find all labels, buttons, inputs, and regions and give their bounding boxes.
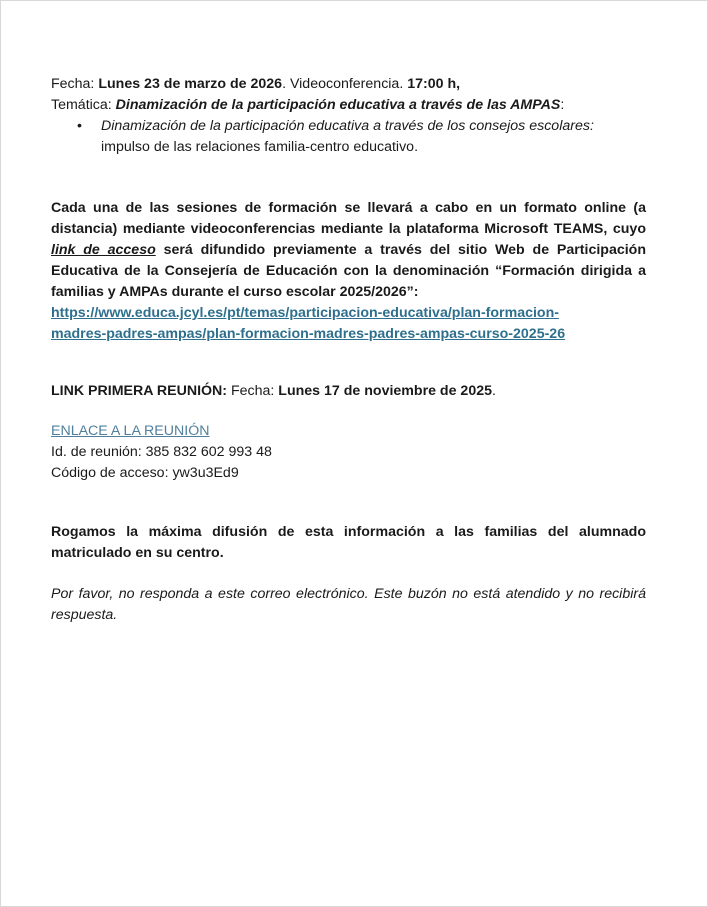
date-label: Fecha: (51, 76, 99, 92)
info-text-1: Cada una de las sesiones de formación se llevará a cabo en un formato online (a distancia) mediante videoconferencias mediante la plataforma Microsoft TEAMS, cuyo (51, 200, 646, 237)
bullet-line-1: Dinamización de la participación educativa a través de los consejos escolares: (101, 118, 594, 134)
topic-bullet-item (77, 116, 646, 158)
session-mode: . Videoconferencia. (282, 76, 408, 92)
bullet-line-2: impulso de las relaciones familia-centro educativo. (101, 139, 419, 155)
session-time: 17:00 h, (407, 76, 461, 92)
access-link-text: link de acceso (51, 242, 156, 258)
first-meeting-line (51, 381, 646, 402)
meeting-details (51, 421, 646, 484)
no-reply-notice: Por favor, no responda a este correo electrónico. Este buzón no está atendido y no recibirá respuesta. (51, 586, 646, 623)
closing-request: Rogamos la máxima difusión de esta información a las familias del alumnado matriculado en su centro. (51, 524, 646, 561)
first-meeting-date-label: Fecha: (227, 383, 279, 399)
first-meeting-date-end: . (492, 383, 496, 399)
meeting-id: Id. de reunión: 385 832 602 993 48 (51, 444, 272, 460)
participation-url-line-2[interactable]: madres-padres-ampas/plan-formacion-madres-padres-ampas-curso-2025-26 (51, 326, 566, 342)
session-date-line (51, 74, 646, 95)
topic-value: Dinamización de la participación educativa a través de las AMPAS (115, 97, 561, 113)
bullet-icon: • (77, 118, 82, 134)
info-paragraph (51, 198, 646, 345)
topic-end: : (560, 97, 565, 113)
topic-label: Temática: (51, 97, 116, 113)
info-text-2: será difundido previamente a través del sitio Web de Participación Educativa de la Consejería de Educación con la denominación “Formación dirigida a familias y AMPAs durante el curso escolar 2025/2026”: (51, 242, 646, 300)
participation-url-line-1[interactable]: https://www.educa.jcyl.es/pt/temas/participacion-educativa/plan-formacion- (51, 305, 559, 321)
meeting-access-code: Código de acceso: yw3u3Ed9 (51, 465, 239, 481)
first-meeting-label: LINK PRIMERA REUNIÓN: (51, 383, 228, 399)
session-topic-line (51, 95, 646, 116)
meeting-link[interactable]: ENLACE A LA REUNIÓN (51, 423, 210, 439)
date-value: Lunes 23 de marzo de 2026 (98, 76, 283, 92)
first-meeting-date: Lunes 17 de noviembre de 2025 (278, 383, 492, 399)
